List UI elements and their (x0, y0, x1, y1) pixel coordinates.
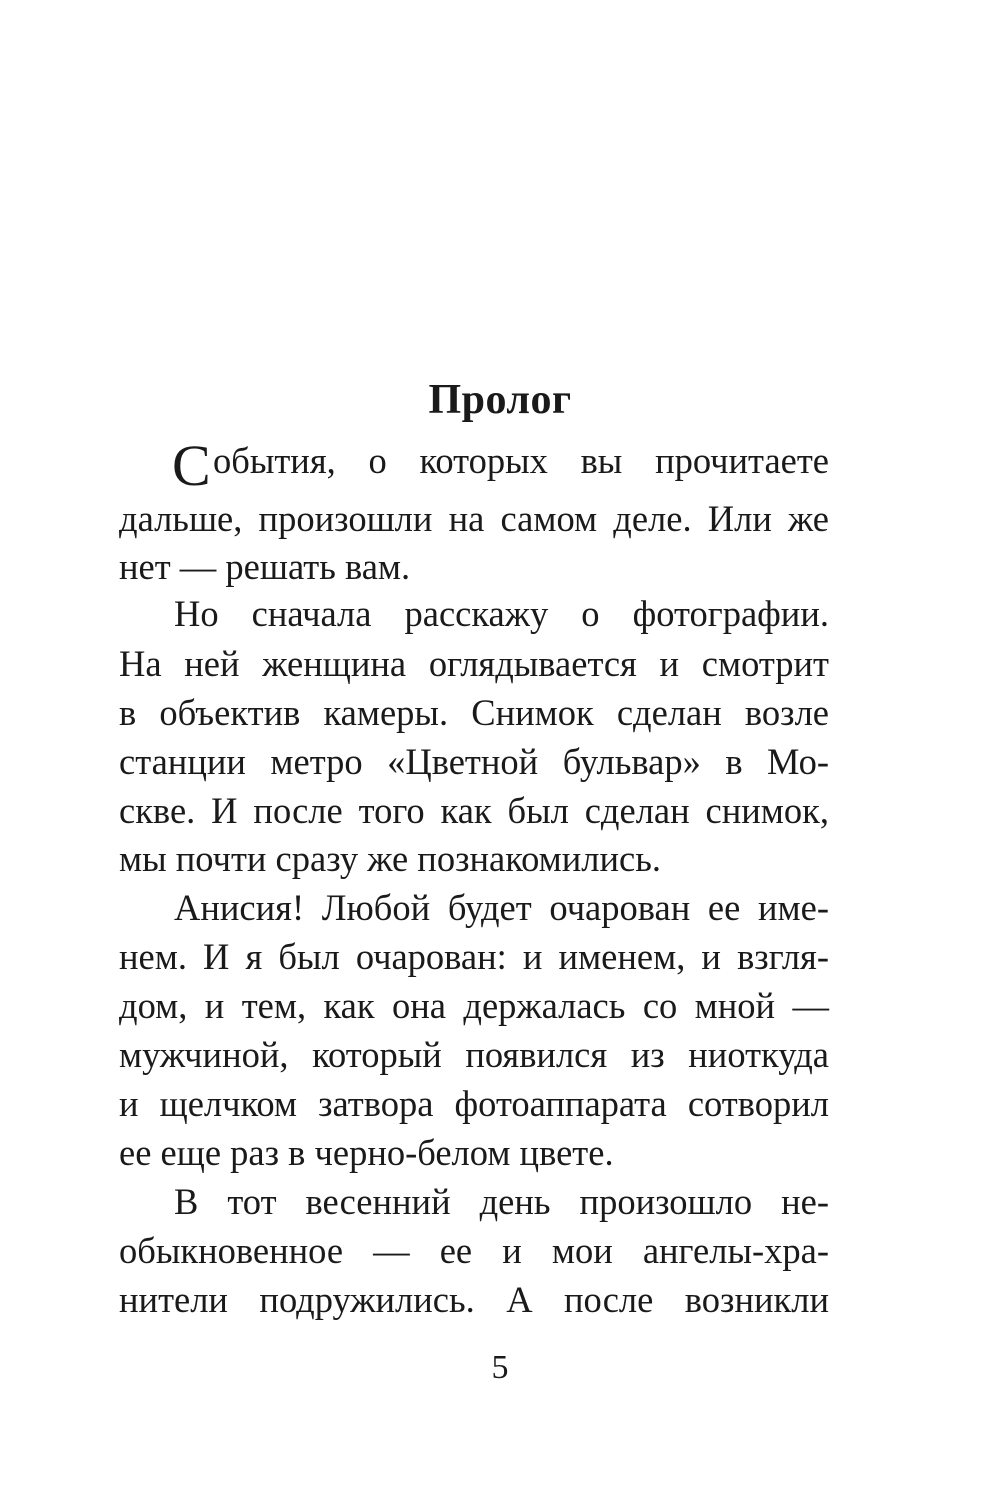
page-number: 5 (491, 1349, 509, 1386)
text-line: мы почти сразу же познакомились. (119, 838, 662, 879)
text-line: ее еще раз в черно-белом цвете. (119, 1132, 614, 1173)
text-line: В тот весенний день произошло не- (174, 1181, 829, 1222)
text-line: дом, и тем, как она держалась со мной — (119, 985, 829, 1026)
text-line: и щелчком затвора фотоаппарата сотворил (119, 1083, 829, 1124)
text-line: Анисия! Любой будет очарован ее име- (174, 887, 829, 928)
text-line: Но сначала расскажу о фотографии. (174, 593, 829, 634)
text-line: нители подружились. А после возникли (119, 1279, 829, 1320)
text-line: нет — решать вам. (119, 546, 411, 587)
text-line: нем. И я был очарован: и именем, и взгля- (119, 936, 829, 977)
text-line: мужчиной, который появился из ниоткуда (119, 1034, 829, 1075)
text-line: На ней женщина оглядывается и смотрит (119, 643, 829, 684)
text-line: в объектив камеры. Снимок сделан возле (119, 692, 829, 733)
chapter-title: Пролог (428, 377, 572, 423)
text-line: обыкновенное — ее и мои ангелы-хра- (119, 1230, 829, 1271)
text-line: обытия, о которых вы прочитаете (213, 440, 829, 481)
text-line: дальше, произошли на самом деле. Или же (119, 498, 829, 539)
text-line: станции метро «Цветной бульвар» в Мо- (119, 741, 829, 782)
text-line: скве. И после того как был сделан снимок, (119, 790, 829, 831)
drop-cap: С (172, 433, 211, 498)
